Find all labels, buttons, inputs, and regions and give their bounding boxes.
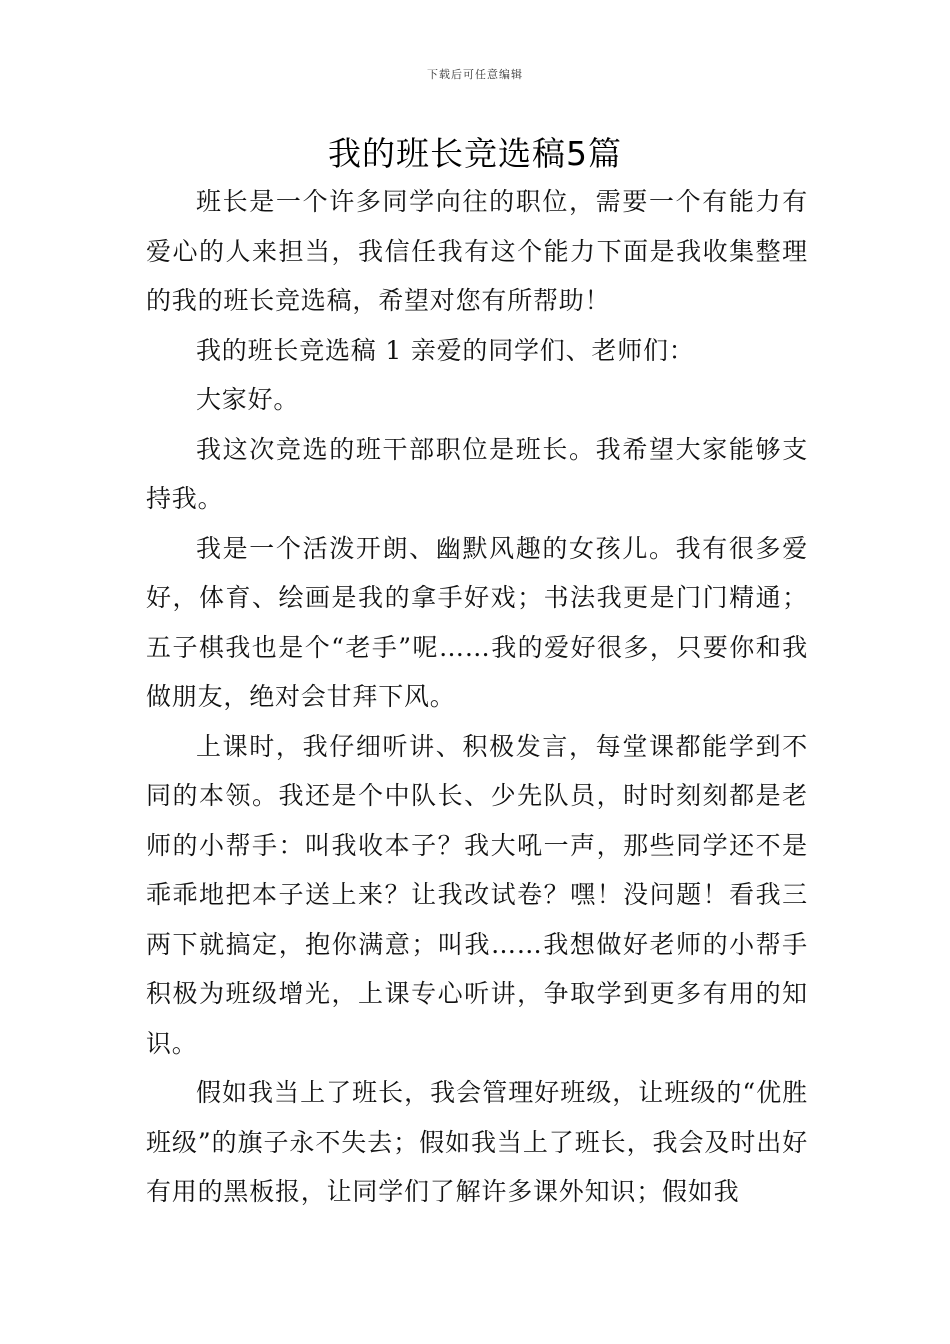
paragraph-hello: 大家好。 [196,385,300,414]
paragraph-classroom: 上课时，我仔细听讲、积极发言，每堂课都能学到不同的本领。我还是个中队长、少先队员，时时刻刻都是老师的小帮手：叫我收本子？我大吼一声，那些同学还不是乖乖地把本子送上来？让我改试卷？嘿！没问题！看我三两下就搞定，抱你满意；叫我……我想做好老师的小帮手积极为班级增光，上课专心听讲，争取学到更多有用的知识。 [146,731,808,1058]
paragraph-intro: 班长是一个许多同学向往的职位，需要一个有能力有爱心的人来担当，我信任我有这个能力下面是我收集整理的我的班长竞选稿，希望对您有所帮助！ [146,187,808,315]
header-note: 下载后可任意编辑 [427,68,523,81]
paragraph-hobbies: 我是一个活泼开朗、幽默风趣的女孩儿。我有很多爱好，体育、绘画是我的拿手好戏；书法我更是门门精通；五子棋我也是个“老手”呢……我的爱好很多，只要你和我做朋友，绝对会甘拜下风。 [146,533,808,711]
paragraph-greeting-heading: 我的班长竞选稿 1 亲爱的同学们、老师们： [196,335,695,365]
document-title: 我的班长竞选稿5篇 [328,134,622,173]
paragraph-promises: 假如我当上了班长，我会管理好班级，让班级的“优胜班级”的旗子永不失去；假如我当上了班长，我会及时出好有用的黑板报，让同学们了解许多课外知识；假如我 [146,1078,808,1206]
paragraph-position: 我这次竞选的班干部职位是班长。我希望大家能够支持我。 [146,434,808,513]
document-body [146,177,808,1217]
